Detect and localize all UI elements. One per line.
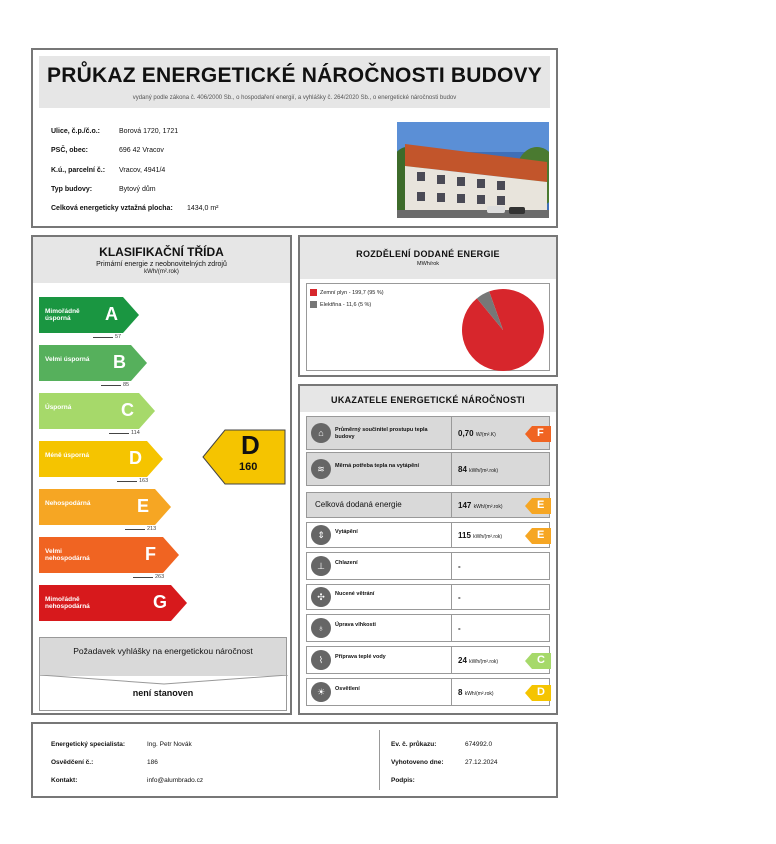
class-letter: A: [105, 304, 118, 324]
legend-gas: [310, 289, 384, 296]
fan-icon: ✣: [311, 587, 331, 607]
house-icon: ⌂: [311, 423, 331, 443]
heating-icon: ⇕: [311, 525, 331, 545]
class-letter: E: [137, 496, 150, 516]
ku-label: K.ú., parcelní č.:: [51, 167, 106, 174]
indicator-unit: W/(m².K): [475, 432, 496, 438]
indicator-number: 147: [458, 501, 472, 510]
indicator-row: [306, 522, 550, 548]
class-label: Nehospodárná: [45, 500, 91, 507]
class-label: Velmi úsporná: [45, 356, 90, 363]
indicator-unit: kWh/(m².rok): [464, 691, 494, 697]
threshold-line: [117, 481, 137, 482]
classification-unit: kWh/(m².rok): [144, 269, 179, 275]
indicator-number: -: [458, 624, 461, 633]
indicator-value: [458, 501, 502, 510]
threshold-value: 213: [147, 526, 157, 532]
cert-row: [51, 759, 158, 766]
indicator-unit: kWh/(m².rok): [469, 659, 499, 665]
row-separator: [451, 553, 452, 579]
indicator-row: [306, 584, 550, 610]
threshold-line: [109, 433, 129, 434]
indicator-number: 115: [458, 531, 471, 540]
page-title: PRŮKAZ ENERGETICKÉ NÁROČNOSTI BUDOVY: [47, 64, 542, 87]
row-separator: [451, 523, 452, 547]
row-separator: [451, 647, 452, 673]
class-letter: D: [129, 448, 142, 468]
threshold-line: [133, 577, 153, 578]
row-separator: [451, 679, 452, 705]
class-letter: C: [121, 400, 134, 420]
class-arrow-f: [39, 537, 179, 573]
area-row: [51, 205, 219, 212]
indicators-title: UKAZATELE ENERGETICKÉ NÁROČNOSTI: [300, 386, 556, 412]
date-row: [391, 759, 498, 766]
indicator-row: [306, 416, 550, 450]
date-label: Vyhotoveno dne:: [391, 759, 444, 766]
specialist-label: Energetický specialista:: [51, 741, 126, 748]
indicator-class-badge: [525, 685, 551, 701]
contact-label: Kontakt:: [51, 777, 78, 784]
requirement-value: není stanoven: [132, 688, 194, 698]
indicator-unit: kWh/(m².rok): [473, 504, 503, 510]
indicator-class-badge: [525, 426, 551, 442]
indicator-number: -: [458, 593, 461, 602]
indicator-row: [306, 492, 550, 518]
ev-row: [391, 741, 493, 748]
indicator-number: -: [458, 562, 461, 571]
page-subtitle: vydaný podle zákona č. 406/2000 Sb., o hospodaření energií, a vyhlášky č. 264/2020 Sb., o energetické náročnosti budov: [132, 95, 457, 101]
indicator-value: [458, 465, 498, 474]
indicator-value: [458, 656, 498, 665]
date-value: 27.12.2024: [465, 759, 498, 766]
class-letter: B: [113, 352, 126, 372]
class-letter: F: [145, 544, 156, 564]
sign-label: Podpis:: [391, 777, 415, 784]
indicator-number: 24: [458, 656, 467, 665]
area-value: 1434,0 m²: [187, 205, 219, 212]
type-value: Bytový dům: [119, 186, 156, 193]
legend-gas-swatch: [310, 289, 317, 296]
indicators-panel: [298, 384, 558, 715]
requirement-title: Požadavek vyhlášky na energetickou náročnost: [40, 638, 286, 676]
indicator-name: Úprava vlhkosti: [335, 622, 376, 628]
indicator-row: [306, 614, 550, 642]
contact-value[interactable]: info@alumbrado.cz: [147, 777, 204, 784]
threshold-value: 85: [123, 382, 130, 388]
class-arrow-a: [39, 297, 139, 333]
classification-subtitle: Primární energie z neobnovitelných zdrojů: [96, 261, 227, 268]
indicator-name: Nucené větrání: [335, 591, 375, 597]
indicator-name: Osvětlení: [335, 686, 360, 692]
threshold-label: [155, 574, 164, 580]
psc-label: PSČ, obec:: [51, 147, 88, 154]
class-label: Méně úsporná: [45, 452, 90, 459]
psc-row: [51, 147, 164, 154]
class-arrow-d: [39, 441, 163, 477]
indicator-class-badge: [525, 653, 551, 669]
threshold-line: [101, 385, 121, 386]
threshold-value: 114: [131, 430, 140, 436]
current-class-letter: D: [241, 430, 260, 460]
distribution-panel: [298, 235, 558, 377]
energy-pie-chart: [460, 287, 546, 373]
indicator-class-letter: E: [537, 499, 545, 511]
indicator-value: [458, 624, 461, 633]
threshold-label: [123, 382, 129, 388]
threshold-label: [147, 526, 156, 532]
indicator-row: [306, 552, 550, 580]
indicator-class-letter: C: [537, 654, 545, 666]
indicator-class-badge: [525, 498, 551, 514]
legend-gas-label: Zemní plyn - 199,7 (95 %): [320, 290, 384, 296]
ev-value: 674992.0: [465, 741, 493, 748]
distribution-unit: MWh/rok: [417, 261, 439, 267]
indicator-number: 8: [458, 688, 463, 697]
class-label: Velmi nehospodárná: [45, 548, 90, 562]
class-arrow-e: [39, 489, 171, 525]
radiator-icon: ≋: [311, 459, 331, 479]
specialist-value: Ing. Petr Novák: [147, 741, 192, 748]
sign-row: [391, 777, 415, 784]
threshold-value: 263: [155, 574, 165, 580]
street-row: [51, 128, 179, 135]
indicator-row: [306, 678, 550, 706]
header-panel: [31, 48, 558, 228]
row-separator: [451, 493, 452, 517]
class-arrow-g: [39, 585, 187, 621]
indicator-name: Příprava teplé vody: [335, 654, 386, 660]
tap-icon: ⌇: [311, 650, 331, 670]
row-separator: [451, 585, 452, 609]
footer-panel: [31, 722, 558, 798]
indicator-name: Chlazení: [335, 560, 358, 566]
legend-electricity-label: Elektřina - 11,6 (5 %): [320, 302, 372, 308]
indicator-unit: kWh/(m².rok): [473, 534, 503, 540]
indicator-value: [458, 562, 461, 571]
indicator-unit: kWh/(m².rok): [469, 468, 499, 474]
specialist-row: [51, 741, 192, 748]
bulb-icon: ☀: [311, 682, 331, 702]
indicator-value: [458, 593, 461, 602]
requirement-notch: [40, 675, 288, 685]
legend-electricity: [310, 301, 371, 308]
indicator-name: Průměrný součinitel prostupu tepla budovy: [335, 427, 428, 440]
requirement-box: [39, 637, 287, 711]
indicator-number: 84: [458, 465, 467, 474]
indicator-class-letter: D: [537, 686, 545, 698]
class-arrow-b: [39, 345, 147, 381]
threshold-line: [93, 337, 113, 338]
threshold-label: [115, 334, 121, 340]
ev-label: Ev. č. průkazu:: [391, 741, 437, 748]
cert-value: 186: [147, 759, 158, 766]
threshold-label: [131, 430, 140, 436]
indicator-class-letter: F: [537, 427, 544, 439]
class-letter: G: [153, 592, 168, 612]
threshold-line: [125, 529, 145, 530]
psc-value: 696 42 Vracov: [119, 147, 164, 154]
street-value: Borová 1720, 1721: [119, 128, 179, 135]
ku-value: Vracov, 4941/4: [119, 167, 166, 174]
type-label: Typ budovy:: [51, 186, 93, 193]
indicator-number: 0,70: [458, 429, 474, 438]
indicator-value: [458, 688, 494, 697]
classification-header: [33, 237, 290, 283]
class-label: Mimořádně nehospodárná: [45, 596, 90, 610]
class-label: Mimořádně úsporná: [45, 308, 80, 322]
row-separator: [451, 453, 452, 485]
indicator-name: Vytápění: [335, 529, 358, 535]
indicator-class-letter: E: [537, 529, 545, 541]
legend-electricity-swatch: [310, 301, 317, 308]
class-arrow-c: [39, 393, 155, 429]
indicator-class-badge: [525, 528, 551, 544]
humidity-icon: ♁: [311, 618, 331, 638]
indicator-value: [458, 531, 502, 540]
footer-divider: [379, 730, 380, 790]
indicator-name: Měrná potřeba tepla na vytápění: [335, 463, 420, 469]
area-label: Celková energeticky vztažná plocha:: [51, 205, 173, 212]
street-label: Ulice, č.p./č.o.:: [51, 128, 101, 135]
indicator-row: [306, 452, 550, 486]
cert-label: Osvědčení č.:: [51, 759, 94, 766]
threshold-value: 163: [139, 478, 149, 484]
indicator-value: [458, 429, 496, 438]
ku-row: [51, 167, 166, 174]
thermometer-icon: ⊥: [311, 556, 331, 576]
class-label: Úsporná: [45, 404, 72, 411]
distribution-title: ROZDĚLENÍ DODANÉ ENERGIE: [356, 249, 500, 259]
threshold-value: 57: [115, 334, 122, 340]
row-separator: [451, 615, 452, 641]
row-separator: [451, 417, 452, 449]
contact-row: [51, 777, 204, 784]
building-photo: [397, 122, 549, 218]
current-class-value: 160: [239, 461, 258, 473]
distribution-header: [300, 237, 556, 279]
type-row: [51, 186, 156, 193]
threshold-label: [139, 478, 148, 484]
classification-title: KLASIFIKAČNÍ TŘÍDA: [99, 245, 224, 259]
classification-panel: [31, 235, 292, 715]
indicator-row: [306, 646, 550, 674]
indicator-name: Celková dodaná energie: [315, 500, 402, 509]
